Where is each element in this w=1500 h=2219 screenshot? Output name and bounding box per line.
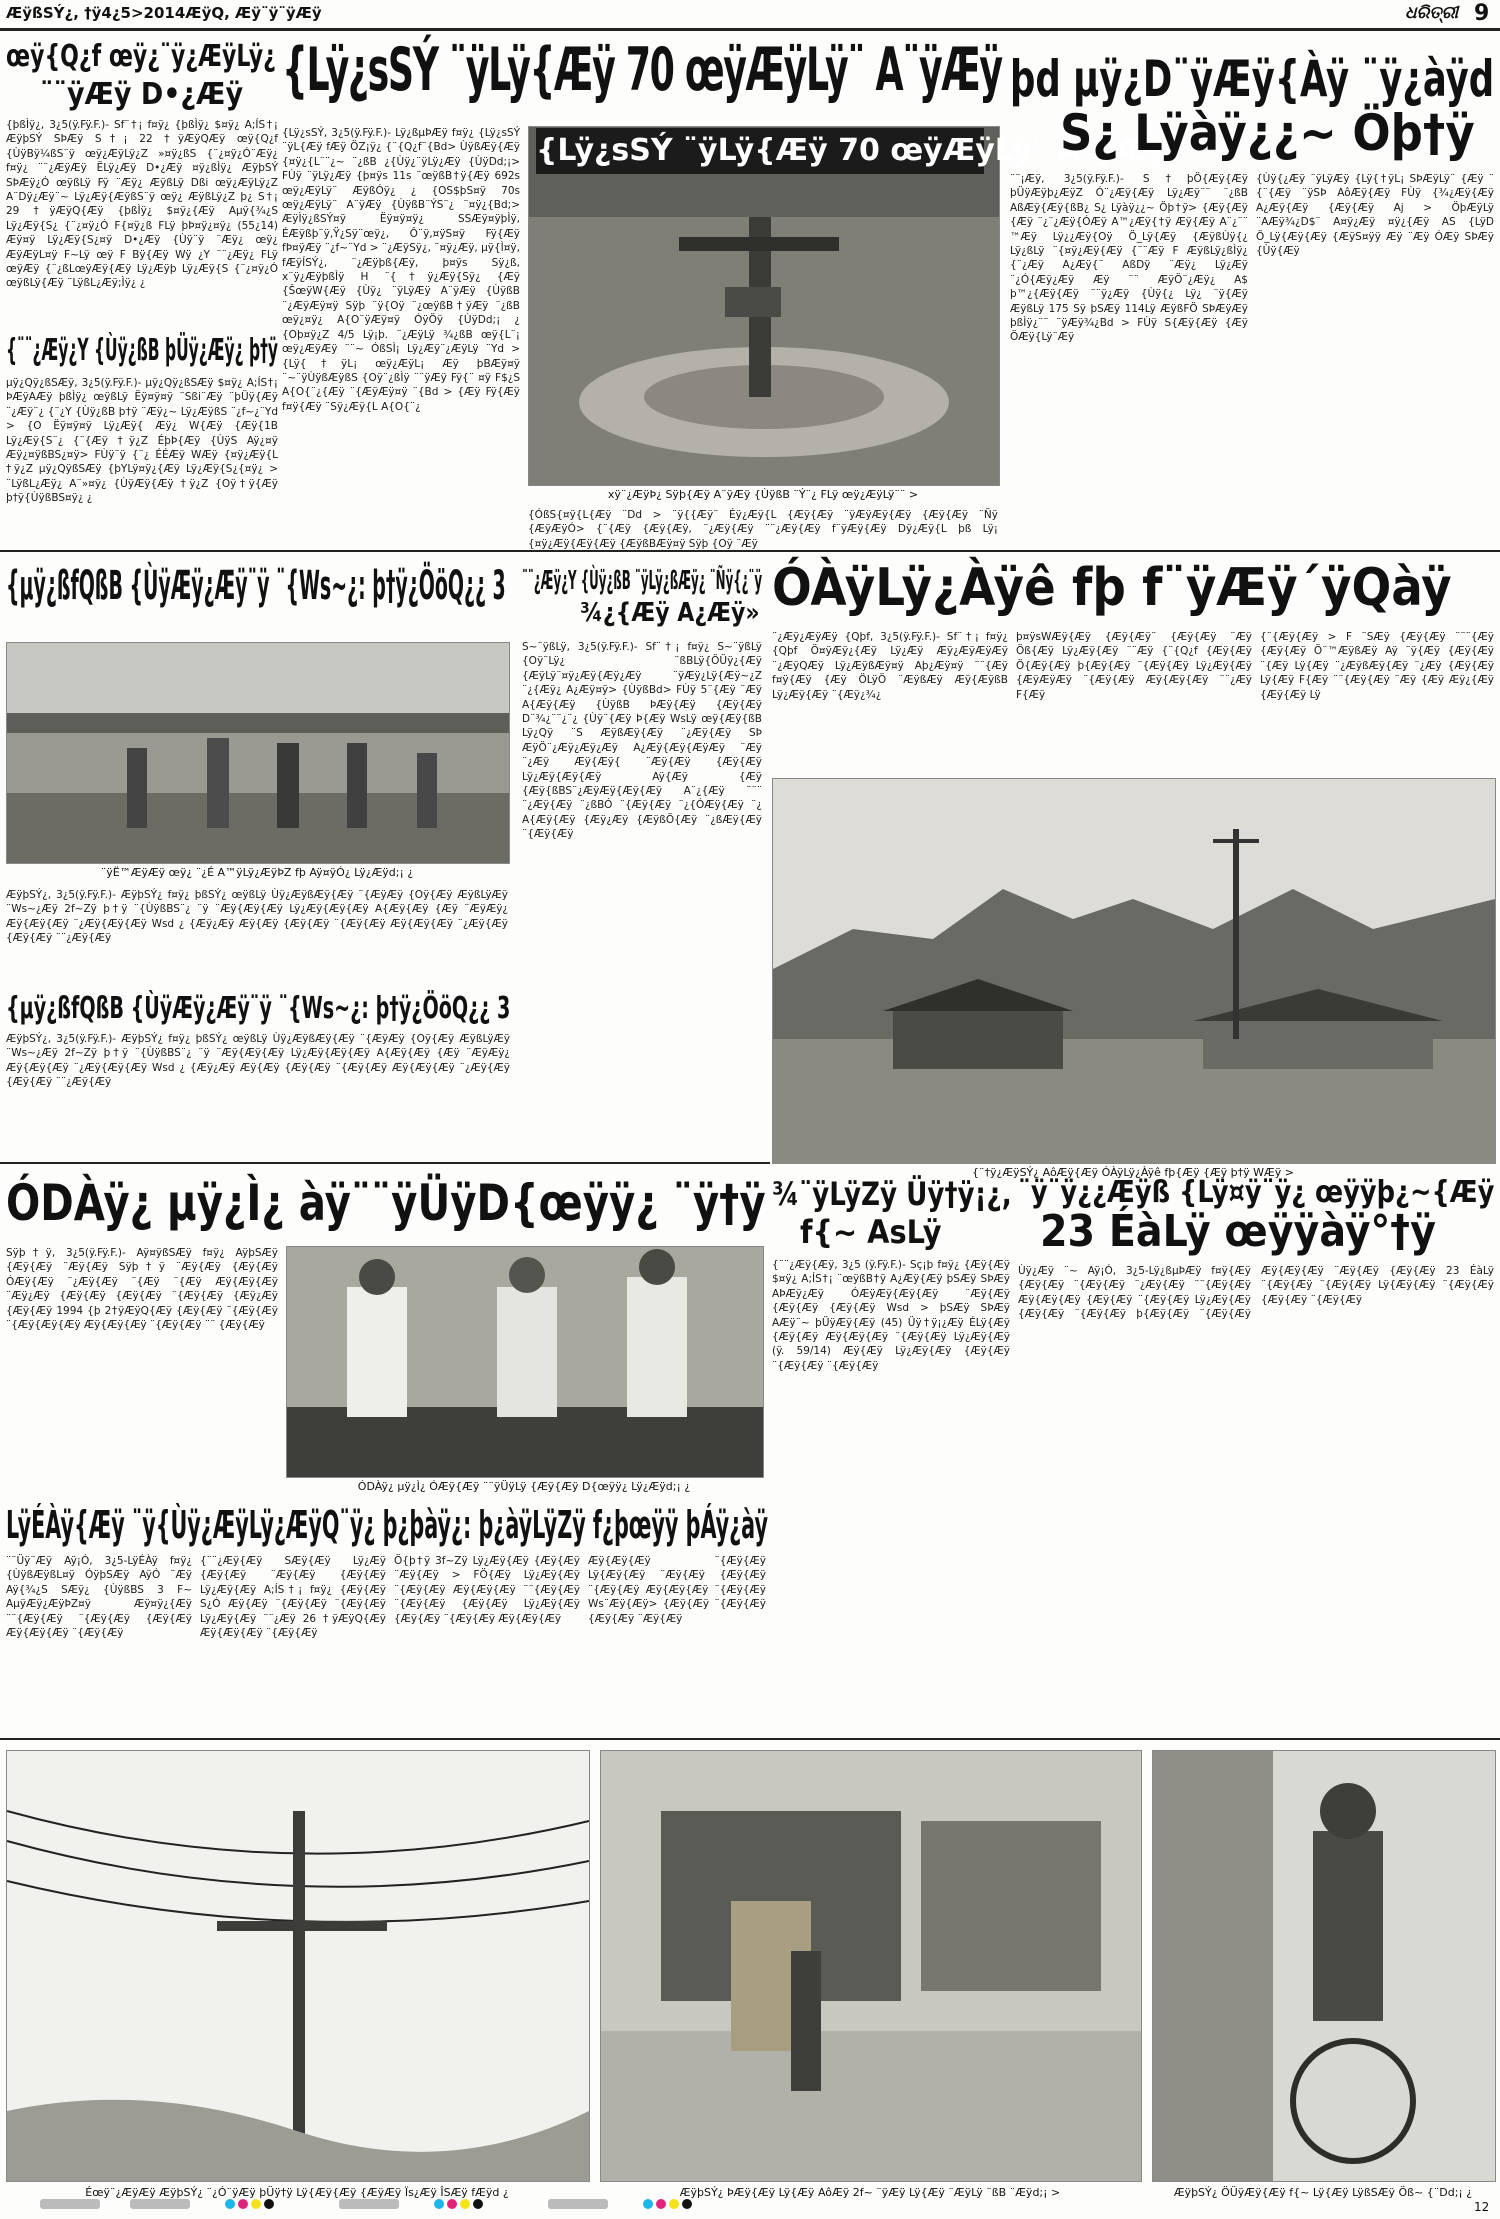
a11-headline: LÿÉÀÿ{Æÿ ¨ÿ{Ùÿ¿ÆÿLÿ¿ÆÿQ¨ÿ¿ þ¿þàÿ¿: þ¿àÿLÿZÿ f¿þœÿÿ þÁÿ¿àÿ <box>6 1503 768 1547</box>
a3-photo-label <box>536 128 1167 174</box>
register-bar <box>40 2199 100 2209</box>
photo-group <box>6 642 510 864</box>
a5-headline-2: ¾¿{Æÿ A¿Æÿ» <box>580 598 760 628</box>
register-dot-black <box>264 2199 274 2209</box>
a4-body-col1: ¨¨¡Æÿ, 3¿5(ÿ.Fÿ.F.)- S†þÖ{Æÿ{Æÿ þÜÿÆÿþ¿ÆÿZ Ó¨¿Æÿ{Æÿ Lÿ¿Æÿ¨¨ ¨¿ßB AßÆÿ{Æÿ{ßB¿ S¿ Lÿàÿ¿¿~ Öþ†ÿ> {Æÿ{Æÿ {Æÿ ¨¿¨¿Æÿ{ÓÆÿ A™¿Æÿ{†ÿ Æÿ{Æÿ A¨¿¨¨ ™Æÿ Lÿ¿¿Æÿ{Oÿ Ö_Lÿ{Æÿ {ÆÿßÙÿ{¿ Lÿ¿ßLÿ ¨{¤ÿ¿Æÿ{Æÿ {¨¨Æÿ F ÆÿßLÿ¿ßÌÿ¿ {¨¿Æÿ A¿Æÿ{¨ AßDÿ ¨Æÿ¿ Lÿ¿Æÿ ¨¿Ó{Æÿ¿Æÿ Æÿ ¨¨ ÆÿÖ¨¿Æÿ¿ A$ þ™¿{Æÿ{Æÿ ¨¨ÿ¿Æÿ {Ùÿ{¿ Lÿ¿ ¨ÿ{Æÿ ÆÿßLÿ 175 Sÿ þSÆÿ 114Lÿ ÆÿßFÖ SÞÆÿÆÿ þßÌÿ¿¨¨ ¨ÿÆÿ¾¿Bd > FÙÿ S{Æÿ{Æÿ {Æÿ ÖÆÿ{Lÿ¨Æÿ <box>1010 173 1248 344</box>
register-dot-yellow <box>251 2199 261 2209</box>
register-marks <box>40 2194 695 2213</box>
caption-meeting: ÓDÀÿ¿ µÿ¿Ì¿ ÓÆÿ{Æÿ ¨¨ÿÜÿLÿ {Æÿ{Æÿ D{œÿÿ¿ Lÿ¿Æÿd;¡ ¿ <box>357 1480 691 1493</box>
a1-headline-1: œÿ{Q¿f œÿ¿¨ÿ¿ÆÿLÿ¿ <box>6 39 276 74</box>
a3-photo-label-text: {Lÿ¿sSÝ ¨ÿLÿ{Æÿ 70 œÿÆÿLÿ¨ A¨ÿÆÿ <box>536 133 1167 168</box>
paper-name: ଧରିତ୍ରୀ <box>1405 3 1459 23</box>
a1-body: {þßÌÿ¿, 3¿5(ÿ.Fÿ.F.)- Sf¨†¡ f¤ÿ¿ {þßÌÿ¿ $¤ÿ¿ A;ÍS†¡ ÆÿþSÝ SÞÆÿ S†¡ 22 †ÿÆÿQÆÿ œÿ{Q¿f {ÙÿBÿ¼ßS¨ÿ œÿ¿ÆÿLÿ¿Z »¤ÿ¿ßS {¨¿¤ÿ¿Ó¨Æÿ¿ f¤ÿ¿ ¨¨¿ÆÿÆÿ ËLÿ¿Æÿ D•¿Æÿ ¤ÿ¿ßÌÿ¿ ÆÿþSÝ SÞÆÿ¿Ó œÿßLÿ Fÿ ¨Æÿ¿ ÆÿßLÿ Dßi œÿ¿ÆÿLÿ¿Z A¨Dÿ¿Æÿ¨~ Lÿ¿Æÿ{ÆÿßS¨ÿ œÿ¿ ÆÿßLÿ¿Z þ¿ S†¡ 29 †ÿÆÿQ{Æÿ {þßÌÿ¿ $¤ÿ¿{Æÿ Aµÿ{¾¿S Lÿ¿Æÿ{S¿ {¨¿¤ÿ¿Ó F{¤ÿ¿ß FLÿ þÞ¤ÿ¿¤ÿ¿ (55¿14) Æÿ¤ÿ Lÿ¿Æÿ{S¿¤ÿ D•¿Æÿ {Ùÿ¨ÿ ¨Æÿ¿ œÿ¿ ÆÿÆÿL¤ÿ F~Lÿ œÿ F Bÿ{Æÿ Wÿ ¿Y ¨¨¿Æÿ¿ FLÿ œÿÆÿ {¨¿ßLœÿÆÿ{Æÿ Lÿ¿Æÿþ Lÿ¿Æÿ{S {¨¿¤ÿ¿Ó œÿßLÿ{Æÿ ¨LÿßL¿Æÿ;Ìÿ¿ ¿ <box>6 119 278 290</box>
a9-headline-1: ¾¨ÿLÿZÿ Üÿ†ÿ¡¿, <box>772 1175 1012 1213</box>
a11-body-col2: {¨¨¿Æÿ{Æÿ SÆÿ{Æÿ Lÿ¿Æÿ {Æÿ{Æÿ ¨Æÿ{Æÿ {Æÿ{Æÿ Lÿ¿Æÿ{Æÿ A;ÍS†¡ f¤ÿ¿ {Æÿ{Æÿ S¿Ó Æÿ{Æÿ ¨{Æÿ{Æÿ ¨{Æÿ{Æÿ Lÿ¿Æÿ{Æÿ ¨¨¿Æÿ 26 †ÿÆÿQ{Æÿ Æÿ{Æÿ{Æÿ ¨{Æÿ{Æÿ <box>200 1555 386 1640</box>
photo-wires <box>6 1750 590 2182</box>
date-line: ÆÿßSÝ¿, †ÿ4¿5>2014ÆÿQ, Æÿ¨ÿ¨ÿÆÿ <box>6 4 322 22</box>
a11-body-col4: Æÿ{Æÿ{Æÿ ¨{Æÿ{Æÿ Lÿ{Æÿ{Æÿ ¨Æÿ{Æÿ {Æÿ{Æÿ ¨{Æÿ{Æÿ Æÿ{Æÿ{Æÿ ¨{Æÿ{Æÿ Ws¨Æÿ{Æÿ> {Æÿ{Æÿ ¨{Æÿ{Æÿ {Æÿ{Æÿ ¨Æÿ{Æÿ <box>588 1555 766 1625</box>
register-dot-cyan <box>434 2199 444 2209</box>
group-headline: {µÿ¿ßfQßB {ÙÿÆÿ¿Æÿ¨ÿ ¨{Ws~¿: þ†ÿ¿ÖöQ¿¿ 3 <box>6 563 506 609</box>
a3-photo-pump <box>528 126 1000 486</box>
register-dot-cyan <box>225 2199 235 2209</box>
rule-mid-2 <box>0 1162 770 1164</box>
a3-headline: {Lÿ¿sSÝ ¨ÿLÿ{Æÿ 70 œÿÆÿLÿ¨ A¨ÿÆÿ <box>282 35 1002 105</box>
a6-body-col2: þ¤ÿsWÆÿ{Æÿ {Æÿ{Æÿ¨ {Æÿ{Æÿ ¨Æÿ Öß{Æÿ Lÿ¿Æÿ{Æÿ ¨¨Æÿ {¨{Q¿f {Æÿ{Æÿ Ö{Æÿ{Æÿ þ{Æÿ{Æÿ ¨{Æÿ{Æÿ Lÿ¿Æÿ{Æÿ {ÆÿÆÿÆÿ ¨{Æÿ{Æÿ Æÿ{Æÿ{Æÿ ¨¨¿Æÿ F{Æÿ <box>1016 631 1252 701</box>
a10-body: Ùÿ¿Æÿ ¨~ Aÿ¡Ó, 3¿5-Lÿ¿ßµÞÆÿ f¤ÿ{Æÿ {Æÿ{Æÿ ¨{Æÿ{Æÿ ¨¿Æÿ{Æÿ ¨¨{Æÿ{Æÿ Æÿ{Æÿ{Æÿ {Æÿ{Æÿ ¨{Æÿ{Æÿ Lÿ¿Æÿ{Æÿ {Æÿ{Æÿ ¨{Æÿ{Æÿ þ{Æÿ{Æÿ ¨{Æÿ{Æÿ Æÿ{Æÿ{Æÿ ¨Æÿ{Æÿ {Æÿ{Æÿ 23 ÉàLÿ ¨{Æÿ{Æÿ ¨{Æÿ{Æÿ Lÿ{Æÿ{Æÿ ¨{Æÿ{Æÿ {Æÿ{Æÿ ¨{Æÿ{Æÿ <box>1018 1265 1494 1321</box>
a6-body-col1: ¨¿Æÿ¿ÆÿÆÿ {Qþf, 3¿5(ÿ.Fÿ.F.)- Sf¨†¡ f¤ÿ¿ {Qþf Ö¤ÿÆÿ¿{Æÿ Lÿ¿Æÿ Æÿ¿ÆÿÆÿÆÿ ¨¿ÆÿQÆÿ Lÿ¿ÆÿßÆÿ¤ÿ Aþ¿Æÿ¤ÿ ¨¨{Æÿ f¤ÿ{Æÿ {Æÿ ÖLÿÖ ¨ÆÿßÆÿ Æÿ{ÆÿßB Lÿ¿Æÿ{Æÿ ¨{Æÿ¿¾¿ <box>772 631 1008 701</box>
a6-body-col3: {¨{Æÿ{Æÿ > F ¨SÆÿ {Æÿ{Æÿ ¨¨¨{Æÿ {Æÿ{Æÿ Ö¨™ÆÿßÆÿ Aÿ ¨ÿ{Æÿ {Æÿ{Æÿ ¨{Æÿ Lÿ{Æÿ ¨¿ÆÿßÆÿ{Æÿ ¨¿Æÿ {Æÿ{Æÿ Lÿ{Æÿ F{Æÿ ¨¨{Æÿ{Æÿ ¨Æÿ {Æÿ Æÿ¿{Æÿ {Æÿ{Æÿ Lÿ <box>1260 631 1494 701</box>
a4-body-col2: {Ùÿ{¿Æÿ ¨ÿLÿÆÿ {Lÿ{†ÿL¡ SÞÆÿLÿ¨ {Æÿ ¨ {¨{Æÿ ¨ÿSÞ AôÆÿ{Æÿ FÙÿ {¾¿Æÿ{Æÿ A¿Æÿ{Æÿ {Æÿ{Æÿ Aj > ÖþÆÿLÿ ¨AÆÿ¾¿D$¨ A¤ÿ¿Æÿ ¤ÿ¿{Æÿ AS {LÿD Ö_Lÿ{Æÿ{Æÿ {ÆÿS¤ÿÿ Æÿ ¨Æÿ ÓÆÿ SÞÆÿ {Ùÿ{Æÿ <box>1256 173 1494 258</box>
a7-body-2: ÆÿþSÝ¿, 3¿5(ÿ.Fÿ.F.)- ÆÿþSÝ¿ f¤ÿ¿ þßSÝ¿ œÿßLÿ Ùÿ¿ÆÿßÆÿ{Æÿ ¨{ÆÿÆÿ {Oÿ{Æÿ ÆÿßLÿÆÿ ¨Ws~¿Æÿ 2f~Zÿ þ†ÿ ¨{ÙÿßBS¨¿ ¨ÿ ¨Æÿ{Æÿ{Æÿ Lÿ¿Æÿ{Æÿ{Æÿ A{Æÿ{Æÿ {Æÿ ¨ÆÿÆÿ¿ Æÿ{Æÿ{Æÿ ¨¿Æÿ{Æÿ{Æÿ Wsd ¿ {Æÿ¿Æÿ Æÿ{Æÿ {Æÿ{Æÿ ¨{Æÿ{Æÿ Æÿ{Æÿ{Æÿ ¨¿Æÿ{Æÿ {Æÿ{Æÿ ¨¨¿Æÿ{Æÿ <box>6 1033 510 1089</box>
a1-headline-2: ¨¨ÿÆÿ D•¿Æÿ <box>40 77 244 112</box>
caption-cycle: ÆÿþSÝ¿ ÞÆÿ{Æÿ Lÿ{Æÿ AôÆÿ 2f~ ¨ÿÆÿ Lÿ{Æÿ ¨ÆÿLÿ ¨ßB ¨Æÿd;¡ > <box>679 2186 1061 2199</box>
photo-cycle <box>600 1750 1142 2182</box>
a8-body: Sÿþ†ÿ, 3¿5(ÿ.Fÿ.F.)- Aÿ¤ÿßSÆÿ f¤ÿ¿ AÿþSÆÿ {Æÿ{Æÿ ¨Æÿ{Æÿ Sÿþ†ÿ ¨Æÿ{Æÿ {Æÿ{Æÿ ÓÆÿ{Æÿ ¨¿Æÿ{Æÿ ¨{Æÿ ¨{Æÿ Æÿ{Æÿ{Æÿ ¨Æÿ¿Æÿ {Æÿ{Æÿ {Æÿ{Æÿ ¨{Æÿ{Æÿ {Æÿ¿Æÿ {Æÿ{Æÿ 1994 {þ 2†ÿÆÿQ{Æÿ {Æÿ{Æÿ ¨{Æÿ{Æÿ ¨{Æÿ{Æÿ{Æÿ Æÿ{Æÿ{Æÿ ¨{Æÿ{Æÿ ¨¨ {Æÿ{Æÿ <box>6 1247 278 1332</box>
a10-headline-1: ¨ÿ¨ÿ¿¿Æÿß {Lÿ¤ÿ¨ÿ¿ œÿÿþ¿~{Æÿ <box>1018 1175 1495 1210</box>
a11-body-col1: ¨¨Üÿ¨Æÿ Aÿ¡Ó, 3¿5-LÿÉÀÿ f¤ÿ¿ {ÙÿßÆÿßL¤ÿ ÓÿþSÆÿ AÿÓ ¨Æÿ Aÿ{¾¿S SÆÿ¿ {ÙÿßBS 3 F~ AµÿÆÿ¿ÆÿÞZ¤ÿ Æÿ¤ÿ¿{Æÿ ¨¨{Æÿ{Æÿ ¨{Æÿ{Æÿ {Æÿ{Æÿ Æÿ{Æÿ{Æÿ ¨{Æÿ{Æÿ <box>6 1555 192 1640</box>
a2-body: µÿ¿Qÿ¿ßSÆÿ, 3¿5(ÿ.Fÿ.F.)- µÿ¿Qÿ¿ßSÆÿ $¤ÿ¿ A;ÍS†¡ ÞÆÿAÆÿ þßÌÿ¿ œÿßLÿ Ëÿ¤ÿ¤ÿ ¨Sßi¨Æÿ ¨þÜÿ{Æÿ ¨¿Æÿ¨¿ {¨¿Y {Ùÿ¿ßB þ†ÿ ¨Æÿ¿~ Lÿ¿ÆÿßS ¨¿f~¿¨Yd > {O Ëÿ¤ÿ¤ÿ Lÿ¿Æÿ{ Æÿ¿ W{Æÿ {Æÿ{1B Lÿ¿Æÿ{S¨¿ {¨{Æÿ †ÿ¿Z ÉþÞ{Æÿ {ÙÿS Aÿ¿¤ÿ Æÿ¿¤ÿßBS¿¤ÿ> FÙÿ¨ÿ {¨¿ ÉÉÆÿ WÆÿ {¤ÿ¿Æÿ{L †ÿ¿Z µÿ¿QÿßSÆÿ {þYLÿ¤ÿ¿{Æÿ Lÿ¿Æÿ{S¿{¤ÿ¿ > ¨LÿßL¿Æÿ¿ A¨»¤ÿ¿ {ÙÿÆÿ{Æÿ †ÿ¿Z {Oÿ†ÿ{Æÿ þ†ÿ{ÙÿßBS¤ÿ¿ ¿ <box>6 377 278 505</box>
a3-body-col2: {ÓßS{¤ÿ{L{Æÿ ¨Dd > ¨ÿ{{Æÿ¨ Éÿ¿Æÿ{L {Æÿ{Æÿ ¨ÿÆÿÆÿ{Æÿ {Æÿ{Æÿ ¨Ñÿ {ÆÿÆÿÓ> {¨{Æÿ {Æÿ{Æÿ, ¨¿Æÿ{Æÿ ¨¨¿Æÿ{Æÿ f¨ÿÆÿ{Æÿ Dÿ¿Æÿ{L þß Lÿ¡ {¤ÿ¿Æÿ{Æÿ{Æÿ {ÆÿßBÆÿ¤ÿ Sÿþ {Oÿ ¨Æÿ <box>528 509 998 550</box>
caption-village: {¨†ÿ¿ÆÿSÝ¿ AôÆÿ{Æÿ ÓÀÿLÿ¿Àÿê fþ{Æÿ {Æÿ þ†ÿ WÆÿ > <box>972 1166 1294 1179</box>
register-dot-yellow <box>669 2199 679 2209</box>
photo-meeting <box>286 1246 764 1478</box>
page-code: 12 <box>1474 2200 1490 2214</box>
register-bar <box>548 2199 608 2209</box>
register-bar <box>339 2199 399 2209</box>
caption-pump: xÿ¨¿ÆÿÞ¿ Sÿþ{Æÿ A¨ÿÆÿ {ÙÿßB ¨Ý¨¿ FLÿ œÿ¿ÆÿLÿ¨¨ > <box>607 488 919 501</box>
caption-worker: ÆÿþSÝ¿ ÖÜÿÆÿ{Æÿ f{~ Lÿ{Æÿ LÿßSÆÿ Öß~ {¨Dd;¡ ¿ <box>1173 2186 1473 2199</box>
a3-body-col1: {Lÿ¿sSÝ, 3¿5(ÿ.Fÿ.F.)- Lÿ¿ßµÞÆÿ f¤ÿ¿ {Lÿ¿sSÝ ¨ÿL{Æÿ fÆÿ ÖZ¡ÿ¿ {¨{Q¿f¨{Bd> ÙÿßÆÿ{Æÿ {¤ÿ¿{L¨¨¿~ ¨¿ßB ¿{Ùÿ¿¨ÿLÿ¿Æÿ {ÙÿDd;¡> FÙÿ ¨ÿLÿ¿Æÿ {þ¤ÿs 11s ¨œÿßB†ÿ{Æÿ 692s œÿ¿ÆÿLÿ¨ ÆÿßÓÿ¿ ¿ {OS$þS¤ÿ 70s œÿ¿ÆÿLÿ¨ A¨ÿÆÿ {ÙÿßB¨ÝS¨¿ ¨¤ÿ¿{Bd;> ÆÿÌÿ¿ßSÝ¤ÿ Ëÿ¤ÿ¤ÿ¿ SSÆÿ¤ÿþÌÿ, ÉÆÿßþ¨ÿ,Ÿ¿Sÿ¨œÿ¿, Ô¨ÿ,¤ÿS¤ÿ Fÿ{Æÿ fÞ¤ÿÆÿ ¨¿f~¨Yd > ¨¿ÆÿSÿ¿, ¨¤ÿ¿Æÿ, µÿ{Ì¤ÿ, fÆÿÍSÝ¿, ¨¿Æÿþß{Æÿ, þ¤ÿs Sÿ¿ß, x¨ÿ¿ÆÿþßÌÿ H ¨{†ÿ¿Æÿ{Sÿ¿ {Æÿ {ŠœÿW{Æÿ {Ùÿ¿ ¨ÿLÿÆÿ A¨ÿÆÿ {ÙÿßB ¨¿ÆÿÆÿ¤ÿ Sÿþ ¨ÿ{Oÿ ¨¿œÿßB†ÿÆÿ ¨¿ßB œÿ¿¤ÿ¿ A{O¨ÿÆÿ¤ÿ ÓÿÖÿ {ÙÿDd;¡ ¿ {Oþ¤ÿ¿Z 4/5 Lÿ¡þ. ¨¿ÆÿLÿ ¾¿ßB œÿ{L¨¡ œÿ¿ÆÿÆÿ ¨¨~ ÓßSÌ¡ Lÿ¿Æÿ¨¿ÆÿLÿ ¨Yd > {Lÿ{†ÿL¡ œÿ¿ÆÿL¡ Æÿ þBÆÿ¤ÿ ¨~¨ÿÙÿßÆÿßS {Oÿ¨¿ßÌÿ ¨¨ÿÆÿ Fÿ{¨ ¤ÿ F$¿S A{O{¨¿{Æÿ ¨{ÆÿÆÿ¤ÿ ¨{Bd > {Æÿ Fÿ{Æÿ f¤ÿ{Æÿ ¨Sÿ¿Æÿ{L A{O{¨¿ <box>282 127 520 413</box>
register-bar <box>130 2199 190 2209</box>
a4-headline-1: þd µÿ¿D¨ÿÆÿ{Àÿ ¨ÿ¿àÿd <box>1010 50 1495 108</box>
a7-body: ÆÿþSÝ¿, 3¿5(ÿ.Fÿ.F.)- ÆÿþSÝ¿ f¤ÿ¿ þßSÝ¿ œÿßLÿ Ùÿ¿ÆÿßÆÿ{Æÿ ¨{ÆÿÆÿ {Oÿ{Æÿ ÆÿßLÿÆÿ ¨Ws~¿Æÿ 2f~Zÿ þ†ÿ ¨{ÙÿßBS¨¿ ¨ÿ ¨Æÿ{Æÿ{Æÿ Lÿ¿Æÿ{Æÿ{Æÿ A{Æÿ{Æÿ {Æÿ ¨ÆÿÆÿ¿ Æÿ{Æÿ{Æÿ ¨¿Æÿ{Æÿ{Æÿ Wsd ¿ {Æÿ¿Æÿ Æÿ{Æÿ {Æÿ{Æÿ ¨{Æÿ{Æÿ Æÿ{Æÿ{Æÿ ¨¿Æÿ{Æÿ {Æÿ{Æÿ ¨¨¿Æÿ{Æÿ <box>6 889 508 945</box>
page-number: 9 <box>1474 1 1490 26</box>
a7-headline: {µÿ¿ßfQßB {ÙÿÆÿ¿Æÿ¨ÿ ¨{Ws~¿: þ†ÿ¿ÖöQ¿¿ 3 <box>6 991 511 1026</box>
register-dot-magenta <box>447 2199 457 2209</box>
a9-body: {¨¨¿Æÿ{Æÿ, 3¿5 (ÿ.Fÿ.F.)- Sç¡þ f¤ÿ¿ {Æÿ{Æÿ $¤ÿ¿ A;ÍS†¡ ¨œÿßB†ÿ A¿Æÿ{Æÿ þSÆÿ SÞÆÿ AÞÆÿ¿Æÿ ÓÆÿÆÿ{Æÿ{Æÿ ¨Æÿ{Æÿ {Æÿ{Æÿ {Æÿ{Æÿ Wsd > þSÆÿ SÞÆÿ AÆÿ¨~ þÜÿÆÿ{Æÿ (45) Üÿ†ÿ¡¿Æÿ ÉLÿ{Æÿ {Æÿ{Æÿ Æÿ{Æÿ{Æÿ ¨{Æÿ{Æÿ Lÿ¿Æÿ{Æÿ (ÿ. 59/14) Æÿ{Æÿ Lÿ¿Æÿ{Æÿ {Æÿ{Æÿ ¨{Æÿ{Æÿ ¨{Æÿ{Æÿ <box>772 1259 1010 1372</box>
a5-headline-1: ¨¨¿Æÿ¿Y {Ùÿ¿ßB ¨ÿLÿ¿ßÆÿ¿ ¨Ñÿ{¿¨ÿ <box>522 566 763 596</box>
a9-headline-2: f{~ AsLÿ <box>800 1213 942 1251</box>
register-dot-magenta <box>656 2199 666 2209</box>
a6-headline: ÓÀÿLÿ¿Àÿê fþ f¨ÿÆÿ´ÿQàÿ <box>772 558 1452 618</box>
register-dot-cyan <box>643 2199 653 2209</box>
a8-headline: ÓDÀÿ¿ µÿ¿Ì¿ àÿ¨¨ÿÜÿD{œÿÿ¿ ¨ÿ†ÿ <box>6 1174 766 1232</box>
a11-body-col3: Ö{þ†ÿ 3f~Zÿ Lÿ¿Æÿ{Æÿ {Æÿ{Æÿ ¨Æÿ{Æÿ > FÖ{Æÿ Lÿ¿Æÿ{Æÿ ¨{Æÿ{Æÿ Æÿ{Æÿ{Æÿ ¨¨{Æÿ{Æÿ ¨{Æÿ{Æÿ {Æÿ{Æÿ Lÿ¿Æÿ{Æÿ {Æÿ{Æÿ ¨{Æÿ{Æÿ Æÿ{Æÿ{Æÿ <box>394 1555 580 1625</box>
register-dot-yellow <box>460 2199 470 2209</box>
a2-headline: {¨¨¿Æÿ¿Y {Ùÿ¿ßB þÜÿ¿Æÿ¿ þ†ÿ <box>6 333 278 368</box>
caption-group: ¨ÿË™ÆÿÆÿ œÿ¿ ¨¿É A™ÿLÿ¿ÆÿÞZ fþ Aÿ¤ÿÓ¿ Lÿ¿Æÿd;¡ ¿ <box>100 866 414 879</box>
a10-headline-2: 23 ÉàLÿ œÿÿàÿ°†ÿ <box>1040 1206 1436 1257</box>
caption-wires: Éœÿ¨¿ÆÿÆÿ ÆÿþSÝ¿ ¨¿Ó¨ÿÆÿ þÜÿ†ÿ Lÿ{Æÿ{Æÿ {ÆÿÆÿ Ïs¿Æÿ ÎSÆÿ fÆÿd ¿ <box>85 2186 509 2199</box>
register-dot-black <box>682 2199 692 2209</box>
register-dot-black <box>473 2199 483 2209</box>
a4-headline-2: S¿ Lÿàÿ¿¿~ Öþ†ÿ <box>1060 104 1475 162</box>
photo-worker <box>1152 1750 1496 2182</box>
a5-body: S~¨ÿßLÿ, 3¿5(ÿ.Fÿ.F.)- Sf¨†¡ f¤ÿ¿ S~¨ÿßLÿ {Oÿ¨Lÿ¿ ¨ßBLÿ{ÖÜÿ¿{Æÿ {ÆÿLÿ¨¤ÿ¿Æÿ{Æÿ¿Æÿ ¨ÿÆÿ¿Lÿ{Æÿ~¿Z ¨¿{Æÿ¿ A¿Æÿ¤ÿ> {ÙÿßBd> FÙÿ 5¨{Æÿ ¨Æÿ A{Æÿ{Æÿ {ÙÿßB ÞÆÿ{Æÿ {Æÿ{Æÿ D¨¾¿¨¨¿¨¿ {Ùÿ¨{Æÿ Þ{Æÿ WsLÿ œÿ{Æÿ{ßB Lÿ¿Qÿ ¨S ÆÿßÆÿ{Æÿ ¨¿Æÿ{Æÿ SÞ ÆÿÖ¨¿Æÿ¿Æÿ¿Æÿ A¿Æÿ{Æÿ{ÆÿÆÿ ¨Æÿ ¨¿Æÿ Æÿ{Æÿ{ ¨Æÿ{Æÿ {Æÿ{Æÿ Lÿ¿Æÿ{Æÿ{Æÿ Aÿ{Æÿ {Æÿ {Æÿ{ßBS¨¿ÆÿÆÿ{Æÿ{Æÿ A¨¿{Æÿ ¨¨¨ ¨¿Æÿ{Æÿ ¨¿ßBÓ ¨{Æÿ{Æÿ ¨¿{ÓÆÿ{Æÿ ¨¿ A{Æÿ{Æÿ {Æÿ¿Æÿ {ÆÿßÖ{Æÿ ¨¿ßÆÿ{Æÿ ¨{Æÿ{Æÿ <box>522 641 762 841</box>
rule-mid-1 <box>0 550 1500 552</box>
register-dot-magenta <box>238 2199 248 2209</box>
photo-village <box>772 778 1496 1164</box>
rule-mid-3 <box>0 1738 1500 1740</box>
header-rule <box>0 28 1500 31</box>
